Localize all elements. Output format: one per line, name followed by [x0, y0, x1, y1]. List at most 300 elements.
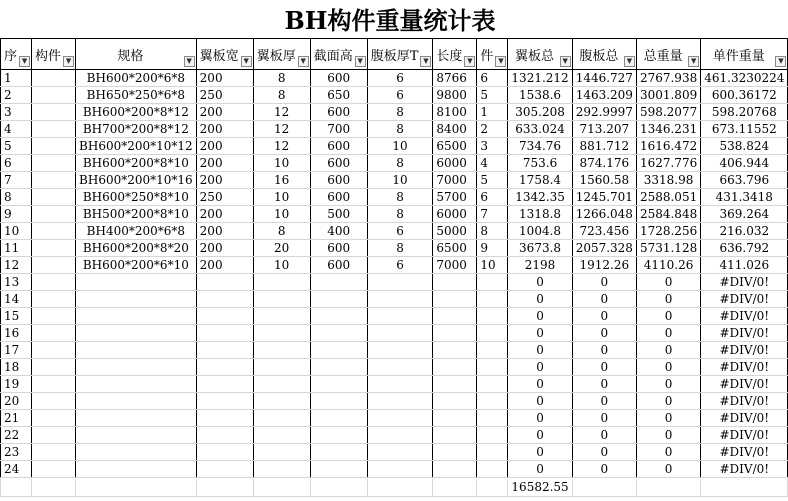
table-cell[interactable]: 406.944 [701, 155, 788, 172]
table-cell[interactable]: 9 [477, 240, 508, 257]
table-cell[interactable]: 0 [572, 342, 636, 359]
table-cell[interactable]: 200 [196, 104, 253, 121]
table-cell[interactable]: BH600*250*8*10 [76, 189, 197, 206]
table-cell[interactable] [367, 274, 433, 291]
table-cell[interactable] [433, 291, 477, 308]
table-cell[interactable] [1, 478, 32, 497]
table-cell[interactable]: 8 [367, 104, 433, 121]
table-cell[interactable] [253, 274, 310, 291]
table-cell[interactable]: 10 [253, 155, 310, 172]
table-cell[interactable]: 0 [508, 427, 572, 444]
table-cell[interactable]: 2584.848 [636, 206, 700, 223]
table-cell[interactable] [32, 206, 76, 223]
table-cell[interactable]: 10 [367, 172, 433, 189]
table-cell[interactable]: 17 [1, 342, 32, 359]
table-cell[interactable]: 6 [477, 70, 508, 87]
table-cell[interactable]: 0 [572, 376, 636, 393]
table-cell[interactable]: 0 [572, 325, 636, 342]
table-cell[interactable] [32, 138, 76, 155]
table-cell[interactable] [32, 410, 76, 427]
column-header[interactable] [433, 39, 477, 70]
table-cell[interactable]: 0 [572, 427, 636, 444]
table-cell[interactable] [310, 478, 367, 497]
table-cell[interactable] [433, 427, 477, 444]
table-cell[interactable]: 636.792 [701, 240, 788, 257]
table-cell[interactable]: 3673.8 [508, 240, 572, 257]
table-cell[interactable]: 1346.231 [636, 121, 700, 138]
table-cell[interactable]: 216.032 [701, 223, 788, 240]
table-cell[interactable]: 0 [636, 325, 700, 342]
table-cell[interactable]: #DIV/0! [701, 376, 788, 393]
table-cell[interactable] [310, 427, 367, 444]
table-cell[interactable]: 700 [310, 121, 367, 138]
table-cell[interactable]: 0 [636, 291, 700, 308]
table-cell[interactable]: 411.026 [701, 257, 788, 274]
table-cell[interactable]: #DIV/0! [701, 444, 788, 461]
table-cell[interactable]: 250 [196, 87, 253, 104]
table-cell[interactable] [76, 444, 197, 461]
table-cell[interactable]: 200 [196, 121, 253, 138]
table-cell[interactable]: 8 [367, 240, 433, 257]
table-cell[interactable]: 6500 [433, 138, 477, 155]
column-header[interactable] [508, 39, 572, 70]
table-cell[interactable]: 0 [572, 444, 636, 461]
table-cell[interactable] [253, 376, 310, 393]
filter-dropdown-icon[interactable]: ▼ [241, 56, 252, 67]
column-header[interactable] [1, 39, 32, 70]
table-cell[interactable]: 20 [1, 393, 32, 410]
table-cell[interactable]: 1266.048 [572, 206, 636, 223]
table-cell[interactable] [76, 359, 197, 376]
table-cell[interactable] [32, 461, 76, 478]
column-header[interactable] [196, 39, 253, 70]
table-cell[interactable]: 6500 [433, 240, 477, 257]
table-cell[interactable]: 8 [367, 206, 433, 223]
table-cell[interactable]: 0 [508, 359, 572, 376]
table-cell[interactable]: 0 [508, 291, 572, 308]
table-cell[interactable]: 600 [310, 257, 367, 274]
table-cell[interactable]: 0 [636, 444, 700, 461]
table-cell[interactable]: 15 [1, 308, 32, 325]
table-cell[interactable] [32, 342, 76, 359]
table-cell[interactable]: 6000 [433, 206, 477, 223]
table-cell[interactable]: BH600*200*8*12 [76, 104, 197, 121]
table-cell[interactable] [76, 274, 197, 291]
filter-dropdown-icon[interactable]: ▼ [420, 56, 431, 67]
table-cell[interactable] [433, 393, 477, 410]
table-cell[interactable]: 10 [253, 189, 310, 206]
table-cell[interactable]: 10 [477, 257, 508, 274]
table-cell[interactable] [572, 478, 636, 497]
table-cell[interactable]: 3 [477, 138, 508, 155]
table-cell[interactable]: 431.3418 [701, 189, 788, 206]
total-cell[interactable]: 16582.55 [508, 478, 572, 497]
table-cell[interactable]: 292.9997 [572, 104, 636, 121]
table-cell[interactable] [32, 172, 76, 189]
table-cell[interactable]: 874.176 [572, 155, 636, 172]
table-cell[interactable]: 673.11552 [701, 121, 788, 138]
table-cell[interactable]: 0 [508, 461, 572, 478]
table-cell[interactable]: 0 [508, 376, 572, 393]
table-cell[interactable]: 10 [253, 206, 310, 223]
table-cell[interactable]: 2198 [508, 257, 572, 274]
filter-dropdown-icon[interactable]: ▼ [19, 56, 30, 67]
table-cell[interactable]: 1912.26 [572, 257, 636, 274]
table-cell[interactable]: 14 [1, 291, 32, 308]
table-cell[interactable]: 1728.256 [636, 223, 700, 240]
table-cell[interactable] [477, 444, 508, 461]
table-cell[interactable]: 0 [572, 461, 636, 478]
table-cell[interactable]: BH600*200*10*12 [76, 138, 197, 155]
table-cell[interactable]: 0 [508, 410, 572, 427]
table-cell[interactable] [477, 410, 508, 427]
table-cell[interactable]: 1321.212 [508, 70, 572, 87]
table-cell[interactable]: 13 [1, 274, 32, 291]
table-cell[interactable] [477, 461, 508, 478]
filter-dropdown-icon[interactable]: ▼ [495, 56, 506, 67]
table-cell[interactable] [196, 342, 253, 359]
table-cell[interactable] [196, 325, 253, 342]
table-cell[interactable]: 4 [477, 155, 508, 172]
table-cell[interactable] [76, 325, 197, 342]
table-cell[interactable]: 461.3230224 [701, 70, 788, 87]
table-cell[interactable]: 600 [310, 138, 367, 155]
table-cell[interactable]: BH600*200*6*8 [76, 70, 197, 87]
table-cell[interactable]: #DIV/0! [701, 461, 788, 478]
table-cell[interactable]: 7000 [433, 257, 477, 274]
table-cell[interactable]: 8100 [433, 104, 477, 121]
table-cell[interactable]: 5 [477, 87, 508, 104]
table-cell[interactable] [196, 291, 253, 308]
table-cell[interactable] [32, 189, 76, 206]
filter-dropdown-icon[interactable]: ▼ [688, 56, 699, 67]
table-cell[interactable]: #DIV/0! [701, 308, 788, 325]
table-cell[interactable]: 3318.98 [636, 172, 700, 189]
table-cell[interactable]: 12 [253, 104, 310, 121]
table-cell[interactable] [477, 393, 508, 410]
table-cell[interactable] [32, 87, 76, 104]
filter-dropdown-icon[interactable]: ▼ [560, 56, 571, 67]
table-cell[interactable]: #DIV/0! [701, 359, 788, 376]
table-cell[interactable]: 1463.209 [572, 87, 636, 104]
table-cell[interactable] [32, 240, 76, 257]
table-cell[interactable] [196, 308, 253, 325]
table-cell[interactable]: 600 [310, 189, 367, 206]
table-cell[interactable]: 753.6 [508, 155, 572, 172]
table-cell[interactable]: 0 [636, 461, 700, 478]
table-cell[interactable]: 305.208 [508, 104, 572, 121]
table-cell[interactable]: 6 [367, 70, 433, 87]
table-cell[interactable] [196, 393, 253, 410]
table-cell[interactable]: 10 [367, 138, 433, 155]
table-cell[interactable] [367, 308, 433, 325]
table-cell[interactable] [433, 359, 477, 376]
table-cell[interactable]: 3 [1, 104, 32, 121]
table-cell[interactable]: 23 [1, 444, 32, 461]
table-cell[interactable]: 500 [310, 206, 367, 223]
table-cell[interactable]: 22 [1, 427, 32, 444]
table-cell[interactable] [253, 325, 310, 342]
table-cell[interactable] [253, 427, 310, 444]
table-cell[interactable] [32, 444, 76, 461]
table-cell[interactable]: #DIV/0! [701, 325, 788, 342]
table-cell[interactable]: 0 [508, 444, 572, 461]
column-header[interactable] [76, 39, 197, 70]
table-cell[interactable]: 0 [572, 410, 636, 427]
table-cell[interactable]: 633.024 [508, 121, 572, 138]
table-cell[interactable]: 5731.128 [636, 240, 700, 257]
table-cell[interactable]: 713.207 [572, 121, 636, 138]
table-cell[interactable] [32, 325, 76, 342]
column-header[interactable] [32, 39, 76, 70]
table-cell[interactable]: 8 [367, 121, 433, 138]
table-cell[interactable] [253, 393, 310, 410]
table-cell[interactable]: 16 [1, 325, 32, 342]
filter-dropdown-icon[interactable]: ▼ [63, 56, 74, 67]
table-cell[interactable] [196, 274, 253, 291]
table-cell[interactable]: 19 [1, 376, 32, 393]
table-cell[interactable] [32, 121, 76, 138]
table-cell[interactable] [310, 444, 367, 461]
table-cell[interactable]: 7000 [433, 172, 477, 189]
table-cell[interactable] [253, 478, 310, 497]
table-cell[interactable]: 12 [253, 121, 310, 138]
table-cell[interactable]: 2 [1, 87, 32, 104]
table-cell[interactable]: 0 [636, 359, 700, 376]
table-cell[interactable] [32, 223, 76, 240]
table-cell[interactable] [477, 359, 508, 376]
table-cell[interactable]: 0 [508, 325, 572, 342]
table-cell[interactable]: #DIV/0! [701, 342, 788, 359]
table-cell[interactable]: 734.76 [508, 138, 572, 155]
table-cell[interactable]: 9 [1, 206, 32, 223]
table-cell[interactable] [433, 376, 477, 393]
table-cell[interactable]: 600 [310, 70, 367, 87]
table-cell[interactable]: 0 [572, 308, 636, 325]
filter-dropdown-icon[interactable]: ▼ [624, 56, 635, 67]
table-cell[interactable]: BH600*200*6*10 [76, 257, 197, 274]
table-cell[interactable]: 1627.776 [636, 155, 700, 172]
table-cell[interactable]: 20 [253, 240, 310, 257]
table-cell[interactable]: BH650*250*6*8 [76, 87, 197, 104]
table-cell[interactable] [76, 291, 197, 308]
table-cell[interactable]: 0 [508, 342, 572, 359]
table-cell[interactable]: 250 [196, 189, 253, 206]
table-cell[interactable] [310, 274, 367, 291]
table-cell[interactable] [477, 342, 508, 359]
table-cell[interactable]: 2767.938 [636, 70, 700, 87]
table-cell[interactable]: BH400*200*6*8 [76, 223, 197, 240]
table-cell[interactable]: 6 [1, 155, 32, 172]
table-cell[interactable]: 0 [636, 308, 700, 325]
table-cell[interactable]: 24 [1, 461, 32, 478]
table-cell[interactable]: 369.264 [701, 206, 788, 223]
table-cell[interactable]: 400 [310, 223, 367, 240]
table-cell[interactable] [477, 291, 508, 308]
table-cell[interactable] [310, 325, 367, 342]
table-cell[interactable]: 0 [636, 410, 700, 427]
table-cell[interactable] [367, 444, 433, 461]
table-cell[interactable] [433, 325, 477, 342]
table-cell[interactable]: 200 [196, 172, 253, 189]
table-cell[interactable]: 650 [310, 87, 367, 104]
table-cell[interactable] [310, 342, 367, 359]
table-cell[interactable] [32, 155, 76, 172]
table-cell[interactable] [367, 427, 433, 444]
table-cell[interactable]: 16 [253, 172, 310, 189]
table-cell[interactable]: 0 [508, 274, 572, 291]
table-cell[interactable]: 1 [477, 104, 508, 121]
table-cell[interactable] [196, 461, 253, 478]
table-cell[interactable] [32, 359, 76, 376]
table-cell[interactable] [367, 359, 433, 376]
table-cell[interactable]: 1446.727 [572, 70, 636, 87]
table-cell[interactable] [367, 393, 433, 410]
table-cell[interactable] [310, 461, 367, 478]
table-cell[interactable] [76, 376, 197, 393]
table-cell[interactable]: 200 [196, 138, 253, 155]
table-cell[interactable] [310, 308, 367, 325]
table-cell[interactable] [32, 478, 76, 497]
table-cell[interactable]: 1758.4 [508, 172, 572, 189]
sheet-title[interactable]: BH构件重量统计表 [284, 6, 496, 35]
table-cell[interactable] [253, 291, 310, 308]
table-cell[interactable]: 0 [636, 274, 700, 291]
table-cell[interactable]: 6 [367, 223, 433, 240]
table-cell[interactable]: 1342.35 [508, 189, 572, 206]
table-cell[interactable]: #DIV/0! [701, 274, 788, 291]
table-cell[interactable]: 1245.701 [572, 189, 636, 206]
table-cell[interactable] [477, 478, 508, 497]
table-cell[interactable] [701, 478, 788, 497]
table-cell[interactable]: 598.20768 [701, 104, 788, 121]
table-cell[interactable]: 8 [253, 223, 310, 240]
table-cell[interactable]: 5 [1, 138, 32, 155]
table-cell[interactable] [477, 427, 508, 444]
column-header[interactable] [701, 39, 788, 70]
table-cell[interactable]: 8 [367, 155, 433, 172]
table-cell[interactable]: 7 [477, 206, 508, 223]
table-cell[interactable]: 1004.8 [508, 223, 572, 240]
table-cell[interactable] [367, 410, 433, 427]
table-cell[interactable] [367, 291, 433, 308]
table-cell[interactable]: 200 [196, 70, 253, 87]
table-cell[interactable]: 3001.809 [636, 87, 700, 104]
table-cell[interactable] [310, 376, 367, 393]
table-cell[interactable]: 5 [477, 172, 508, 189]
table-cell[interactable]: 8 [367, 189, 433, 206]
table-cell[interactable]: 1616.472 [636, 138, 700, 155]
table-cell[interactable] [196, 444, 253, 461]
table-cell[interactable]: 2588.051 [636, 189, 700, 206]
table-cell[interactable]: 0 [636, 427, 700, 444]
table-cell[interactable]: 8 [253, 87, 310, 104]
table-cell[interactable] [196, 427, 253, 444]
table-cell[interactable] [477, 274, 508, 291]
table-cell[interactable]: 598.2077 [636, 104, 700, 121]
table-cell[interactable] [433, 461, 477, 478]
table-cell[interactable]: 0 [508, 393, 572, 410]
filter-dropdown-icon[interactable]: ▼ [184, 56, 195, 67]
table-cell[interactable] [433, 342, 477, 359]
table-cell[interactable]: 12 [253, 138, 310, 155]
filter-dropdown-icon[interactable]: ▼ [775, 56, 786, 67]
table-cell[interactable]: 4 [1, 121, 32, 138]
table-cell[interactable] [32, 393, 76, 410]
table-cell[interactable] [253, 461, 310, 478]
table-cell[interactable]: BH700*200*8*12 [76, 121, 197, 138]
table-cell[interactable] [367, 342, 433, 359]
table-cell[interactable]: 8766 [433, 70, 477, 87]
table-cell[interactable]: BH600*200*10*16 [76, 172, 197, 189]
table-cell[interactable] [636, 478, 700, 497]
table-cell[interactable] [477, 325, 508, 342]
table-cell[interactable]: 12 [1, 257, 32, 274]
table-cell[interactable]: 2 [477, 121, 508, 138]
column-header[interactable] [367, 39, 433, 70]
table-cell[interactable]: 600 [310, 240, 367, 257]
table-cell[interactable]: BH600*200*8*10 [76, 155, 197, 172]
table-cell[interactable] [32, 257, 76, 274]
table-cell[interactable]: 200 [196, 223, 253, 240]
table-cell[interactable] [253, 410, 310, 427]
table-cell[interactable]: 1 [1, 70, 32, 87]
table-cell[interactable]: 1538.6 [508, 87, 572, 104]
table-cell[interactable] [433, 478, 477, 497]
table-cell[interactable] [253, 308, 310, 325]
table-cell[interactable]: #DIV/0! [701, 393, 788, 410]
filter-dropdown-icon[interactable]: ▼ [298, 56, 309, 67]
table-cell[interactable]: 0 [572, 274, 636, 291]
table-cell[interactable]: 0 [636, 342, 700, 359]
table-cell[interactable]: 6 [477, 189, 508, 206]
table-cell[interactable]: 1560.58 [572, 172, 636, 189]
column-header[interactable] [572, 39, 636, 70]
table-cell[interactable]: 0 [508, 308, 572, 325]
table-cell[interactable] [367, 461, 433, 478]
table-cell[interactable]: 6000 [433, 155, 477, 172]
table-cell[interactable]: 8 [1, 189, 32, 206]
table-cell[interactable]: 0 [636, 376, 700, 393]
table-cell[interactable]: 21 [1, 410, 32, 427]
table-cell[interactable] [32, 70, 76, 87]
table-cell[interactable] [253, 342, 310, 359]
table-cell[interactable]: 9800 [433, 87, 477, 104]
table-cell[interactable]: 0 [636, 393, 700, 410]
table-cell[interactable]: 538.824 [701, 138, 788, 155]
table-cell[interactable]: 8 [477, 223, 508, 240]
table-cell[interactable] [253, 444, 310, 461]
table-cell[interactable] [310, 410, 367, 427]
table-cell[interactable]: 663.796 [701, 172, 788, 189]
table-cell[interactable]: 6 [367, 257, 433, 274]
table-cell[interactable] [433, 308, 477, 325]
table-cell[interactable] [76, 478, 197, 497]
table-cell[interactable]: 200 [196, 240, 253, 257]
table-cell[interactable] [32, 427, 76, 444]
table-cell[interactable]: 7 [1, 172, 32, 189]
table-cell[interactable]: 11 [1, 240, 32, 257]
table-cell[interactable] [76, 308, 197, 325]
table-cell[interactable] [76, 461, 197, 478]
column-header[interactable] [636, 39, 700, 70]
table-cell[interactable]: 5700 [433, 189, 477, 206]
table-cell[interactable]: 600.36172 [701, 87, 788, 104]
table-cell[interactable] [196, 478, 253, 497]
table-cell[interactable]: 200 [196, 155, 253, 172]
table-cell[interactable] [76, 342, 197, 359]
table-cell[interactable] [367, 325, 433, 342]
